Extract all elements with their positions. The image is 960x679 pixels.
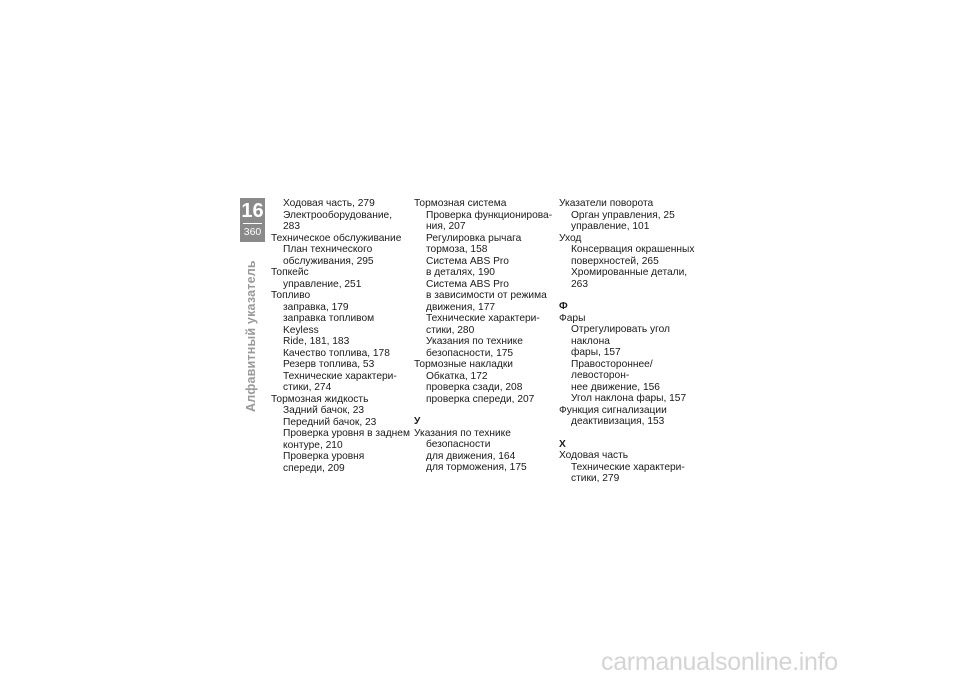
index-subentry: Система ABS Pro xyxy=(426,255,509,267)
index-subentry: ния, 207 xyxy=(426,221,466,232)
index-subentry: Угол наклона фары, 157 xyxy=(571,393,687,404)
index-subentry: безопасности xyxy=(426,439,491,450)
index-entry: Топкейс xyxy=(271,267,309,278)
chapter-tab xyxy=(240,198,265,242)
chapter-title: Алфавитный указатель xyxy=(244,260,258,412)
chapter-divider xyxy=(243,223,262,224)
index-entry: Топливо xyxy=(271,290,311,301)
page-number: 360 xyxy=(243,226,262,238)
index-subentry: Технические характери- xyxy=(571,461,685,473)
index-subentry: Ride, 181, 183 xyxy=(283,336,350,347)
index-subentry: Передний бачок, 23 xyxy=(283,416,377,428)
index-subentry: для движения, 164 xyxy=(426,450,516,462)
index-subentry: Ходовая часть, 279 xyxy=(283,198,375,209)
watermark: carmanualsonline.info xyxy=(601,648,838,676)
index-subentry: управление, 251 xyxy=(283,278,362,290)
index-subentry: Система ABS Pro xyxy=(426,278,509,290)
index-letter-heading: Х xyxy=(559,438,566,450)
index-subentry: спереди, 209 xyxy=(283,462,345,474)
index-subentry: для торможения, 175 xyxy=(426,462,527,473)
index-subentry: Электрооборудование, 283 xyxy=(283,209,393,232)
index-entry: Указатели поворота xyxy=(559,198,654,209)
index-subentry: Резерв топлива, 53 xyxy=(283,359,375,370)
index-entry: Тормозная жидкость xyxy=(271,393,369,405)
index-subentry: Технические характери- xyxy=(283,370,397,382)
index-subentry: Проверка уровня xyxy=(283,451,365,462)
index-entry: Тормозная система xyxy=(414,198,507,209)
index-subentry: поверхностей, 265 xyxy=(571,255,659,267)
index-subentry: Отрегулировать угол наклона xyxy=(571,324,670,347)
index-subentry: Указания по технике xyxy=(426,336,523,347)
index-subentry: Консервация окрашенных xyxy=(571,244,695,255)
index-subentry: нее движение, 156 xyxy=(571,381,660,393)
index-subentry: Проверка функционирова- xyxy=(426,209,553,221)
index-entry: Функция сигнализации xyxy=(559,404,667,416)
index-subentry: проверка спереди, 207 xyxy=(426,393,535,405)
index-subentry: стики, 280 xyxy=(426,324,475,336)
index-subentry: Регулировка рычага xyxy=(426,232,522,244)
index-column-3 xyxy=(559,198,699,485)
index-subentry: Технические характери- xyxy=(426,313,540,324)
index-subentry: обслуживания, 295 xyxy=(283,255,374,267)
index-entry: Ходовая часть xyxy=(559,450,629,461)
index-subentry: Качество топлива, 178 xyxy=(283,347,390,359)
index-subentry: управление, 101 xyxy=(571,221,650,232)
index-entry: Техническое обслуживание xyxy=(271,232,402,244)
index-subentry: в деталях, 190 xyxy=(426,267,495,278)
index-subentry: Обкатка, 172 xyxy=(426,370,488,382)
index-entry: Фары xyxy=(559,312,586,324)
index-subentry: стики, 274 xyxy=(283,382,332,393)
index-subentry: в зависимости от режима xyxy=(426,290,547,301)
index-subentry: План технического xyxy=(283,244,373,255)
index-subentry: стики, 279 xyxy=(571,473,620,484)
index-subentry: тормоза, 158 xyxy=(426,244,488,255)
index-subentry: Хромированные детали, 263 xyxy=(571,267,688,290)
index-subentry: Задний бачок, 23 xyxy=(283,405,365,416)
index-subentry: заправка топливом Keyless xyxy=(283,313,375,336)
index-subentry: фары, 157 xyxy=(571,347,621,358)
index-subentry: движения, 177 xyxy=(426,301,496,313)
index-entry: Тормозные накладки xyxy=(414,359,513,370)
index-subentry: Проверка уровня в заднем xyxy=(283,428,410,439)
index-subentry: безопасности, 175 xyxy=(426,347,514,359)
index-letter-heading: Ф xyxy=(559,301,568,312)
chapter-number: 16 xyxy=(241,200,264,222)
index-subentry: Орган управления, 25 xyxy=(571,209,675,221)
index-subentry: деактивизация, 153 xyxy=(571,416,665,427)
index-subentry: Правостороннее/левосторон- xyxy=(571,358,653,381)
index-subentry: заправка, 179 xyxy=(283,301,349,313)
index-column-2 xyxy=(414,198,554,474)
index-entry: Уход xyxy=(559,232,582,244)
index-entry: Указания по технике xyxy=(414,427,511,439)
index-subentry: контуре, 210 xyxy=(283,439,343,451)
index-letter-heading: У xyxy=(414,416,421,427)
index-column-1 xyxy=(271,198,411,474)
index-subentry: проверка сзади, 208 xyxy=(426,382,523,393)
